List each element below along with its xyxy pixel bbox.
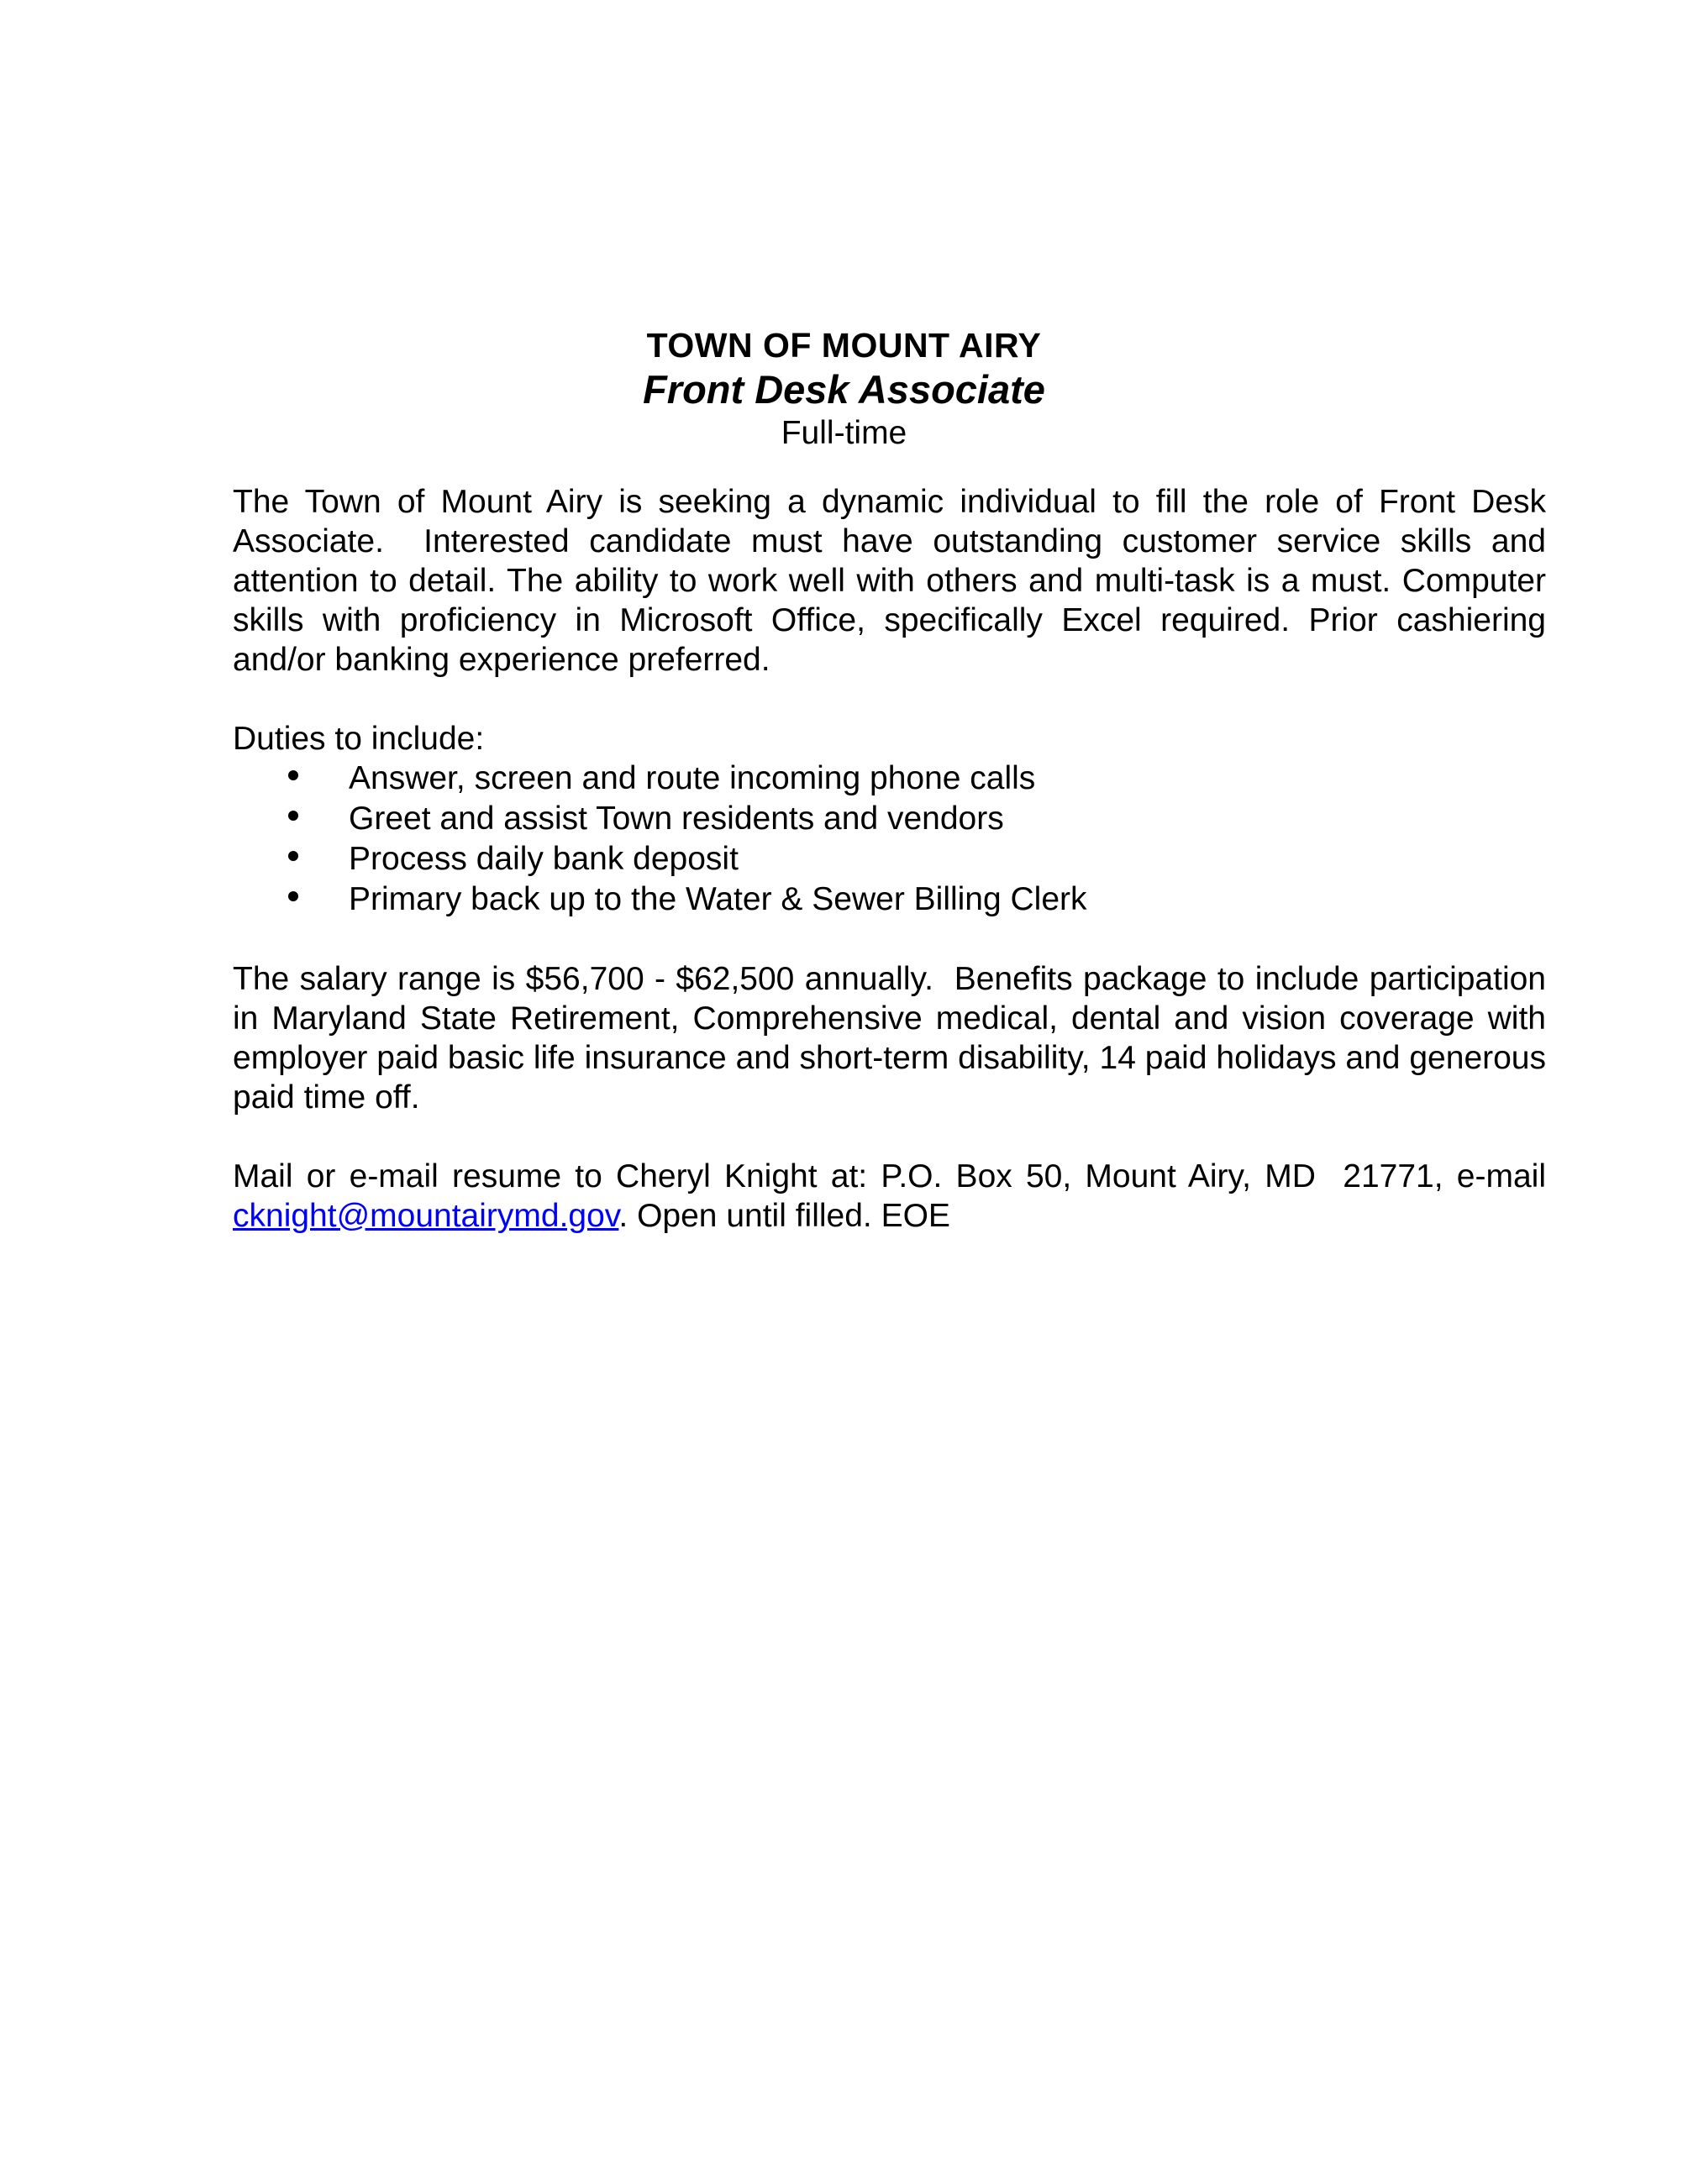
intro-paragraph: The Town of Mount Airy is seeking a dynamic individual to fill the role of Front Desk Associate. Interested candidate must have outstanding customer service skills and attention to detail. The ability to work well with others and multi-task is a must. Computer skills with proficiency in Microsoft Office, specifically Excel required. Prior cashiering and/or banking experience preferred. — [233, 484, 1546, 678]
employment-type: Full-time — [781, 415, 907, 451]
duties-list — [233, 759, 1546, 920]
duties-heading: Duties to include: — [233, 721, 485, 757]
email-link[interactable]: cknight@mountairymd.gov — [233, 1198, 619, 1234]
job-title: Front Desk Associate — [643, 367, 1045, 412]
organization-title: TOWN OF MOUNT AIRY — [646, 326, 1042, 365]
document-heading — [0, 324, 1688, 453]
contact-text-after-link: . Open until filled. EOE — [618, 1198, 950, 1234]
duties-list-item — [233, 879, 1546, 920]
compensation-paragraph: The salary range is $56,700 - $62,500 annually. Benefits package to include participation in Maryland State Retirement, Comprehensive medical, dental and vision coverage with employer paid basic life insurance and short-term disability, 14 paid holidays and generous paid time off. — [233, 961, 1546, 1116]
duty-text: Greet and assist Town residents and vendors — [349, 801, 1004, 837]
duties-list-item — [233, 759, 1546, 799]
duties-list-item — [233, 799, 1546, 839]
duty-text: Primary back up to the Water & Sewer Billing Clerk — [349, 881, 1087, 917]
duty-text: Answer, screen and route incoming phone calls — [349, 760, 1036, 796]
duties-list-item — [233, 839, 1546, 879]
bullet-icon — [288, 851, 298, 861]
bullet-icon — [288, 891, 298, 901]
bullet-icon — [288, 811, 298, 821]
contact-paragraph — [233, 1157, 1546, 1236]
document-body — [233, 482, 1546, 1236]
bullet-icon — [288, 770, 298, 780]
duty-text: Process daily bank deposit — [349, 841, 739, 877]
contact-text-before-link: Mail or e-mail resume to Cheryl Knight at: P.O. Box 50, Mount Airy, MD 21771, e-mail — [233, 1158, 1546, 1194]
